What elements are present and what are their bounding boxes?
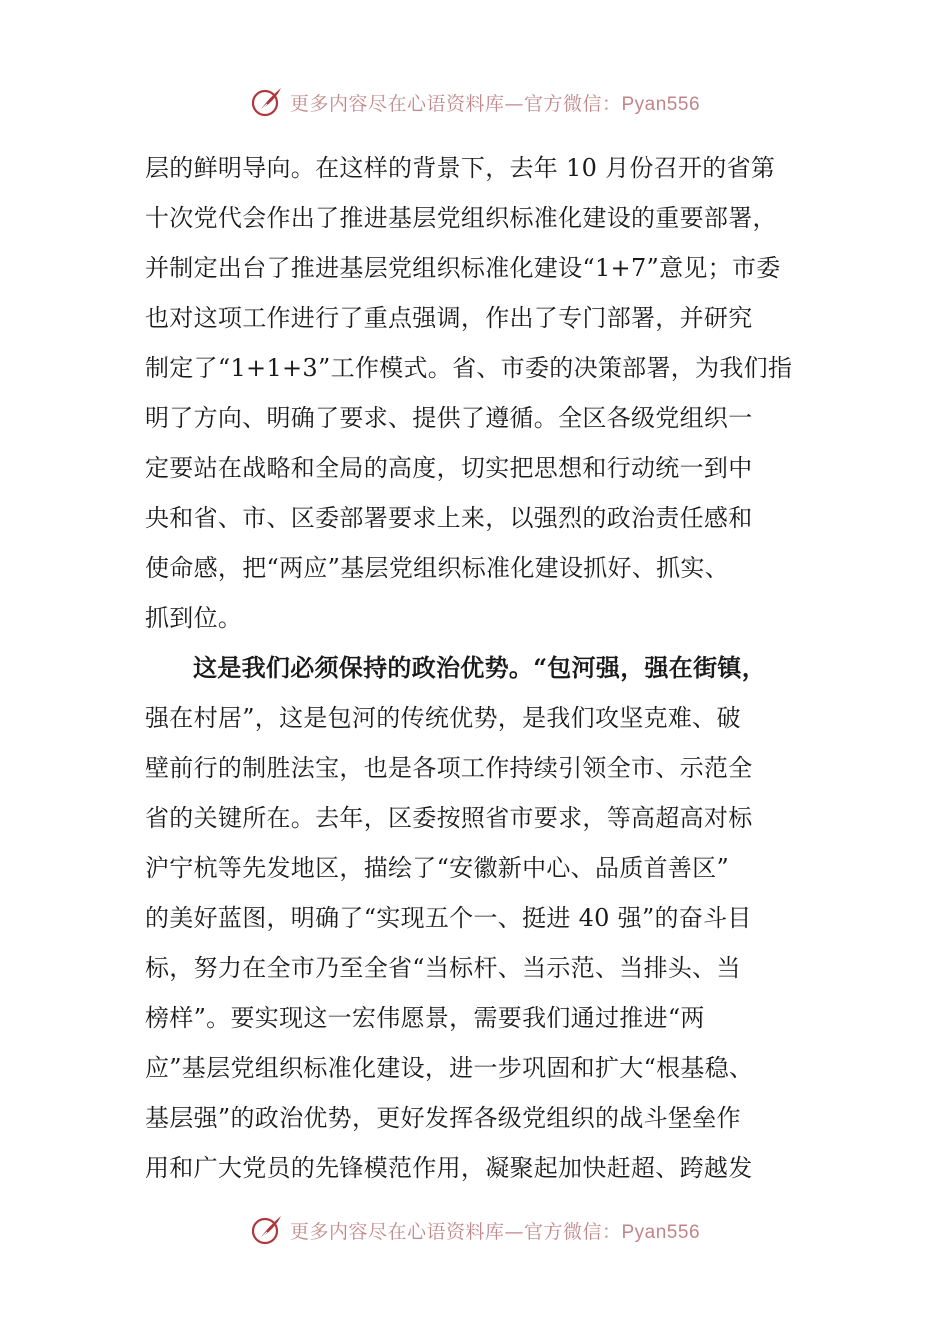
text-line: 基层强”的政治优势，更好发挥各级党组织的战斗堡垒作	[145, 1104, 741, 1132]
banner-wechat-id: Pyan556	[621, 93, 701, 115]
text-line: 抓到位。	[145, 604, 243, 632]
quill-pen-logo-icon	[250, 85, 284, 119]
text-line: 榜样”。要实现这一宏伟愿景，需要我们通过推进“两	[145, 1004, 705, 1032]
text-line: 定要站在战略和全局的高度，切实把思想和行动统一到中	[145, 454, 753, 482]
text-line: 使命感，把“两应”基层党组织标准化建设抓好、抓实、	[145, 554, 730, 582]
text-line: 应”基层党组织标准化建设，进一步巩固和扩大“根基稳、	[145, 1054, 754, 1082]
text-line: 省的关键所在。去年，区委按照省市要求，等高超高对标	[145, 804, 753, 832]
header-banner	[0, 82, 950, 122]
text-line: 沪宁杭等先发地区，描绘了“安徽新中心、品质首善区”	[145, 854, 730, 882]
text-line: 壁前行的制胜法宝，也是各项工作持续引领全市、示范全	[145, 754, 753, 782]
banner-slogan: 更多内容尽在心语资料库—官方微信：	[289, 92, 622, 115]
paragraph-heading: 这是我们必须保持的政治优势。	[193, 653, 534, 682]
text-line: 央和省、市、区委部署要求上来，以强烈的政治责任感和	[145, 504, 753, 532]
paragraph-quote: “包河强，强在街镇，	[533, 653, 767, 682]
text-line: 层的鲜明导向。在这样的背景下，去年 10 月份召开的省第	[145, 154, 776, 182]
text-line: 并制定出台了推进基层党组织标准化建设“1+7”意见；市委	[145, 254, 781, 282]
banner-text	[290, 1217, 700, 1244]
text-line: 的美好蓝图，明确了“实现五个一、挺进 40 强”的奋斗目	[145, 904, 752, 932]
text-line-content: 强在村居”，这是包河的传统优势，是我们攻坚克难、破	[145, 704, 741, 732]
quill-pen-logo-icon	[250, 1213, 284, 1247]
paragraph-start-line	[145, 643, 815, 693]
text-line: 标，努力在全市乃至全省“当标杆、当示范、当排头、当	[145, 954, 741, 982]
document-body	[145, 143, 815, 1193]
text-line: 用和广大党员的先锋模范作用，凝聚起加快赶超、跨越发	[145, 1154, 753, 1182]
text-line: 十次党代会作出了推进基层党组织标准化建设的重要部署，	[145, 204, 777, 232]
footer-banner	[0, 1210, 950, 1250]
banner-slogan: 更多内容尽在心语资料库—官方微信：	[289, 1220, 622, 1243]
text-line: 明了方向、明确了要求、提供了遵循。全区各级党组织一	[145, 404, 753, 432]
banner-text	[290, 89, 700, 116]
text-line	[145, 693, 815, 743]
text-line: 也对这项工作进行了重点强调，作出了专门部署，并研究	[145, 304, 753, 332]
banner-wechat-id: Pyan556	[621, 1221, 701, 1243]
text-line: 制定了“1+1+3”工作模式。省、市委的决策部署，为我们指	[145, 354, 793, 382]
